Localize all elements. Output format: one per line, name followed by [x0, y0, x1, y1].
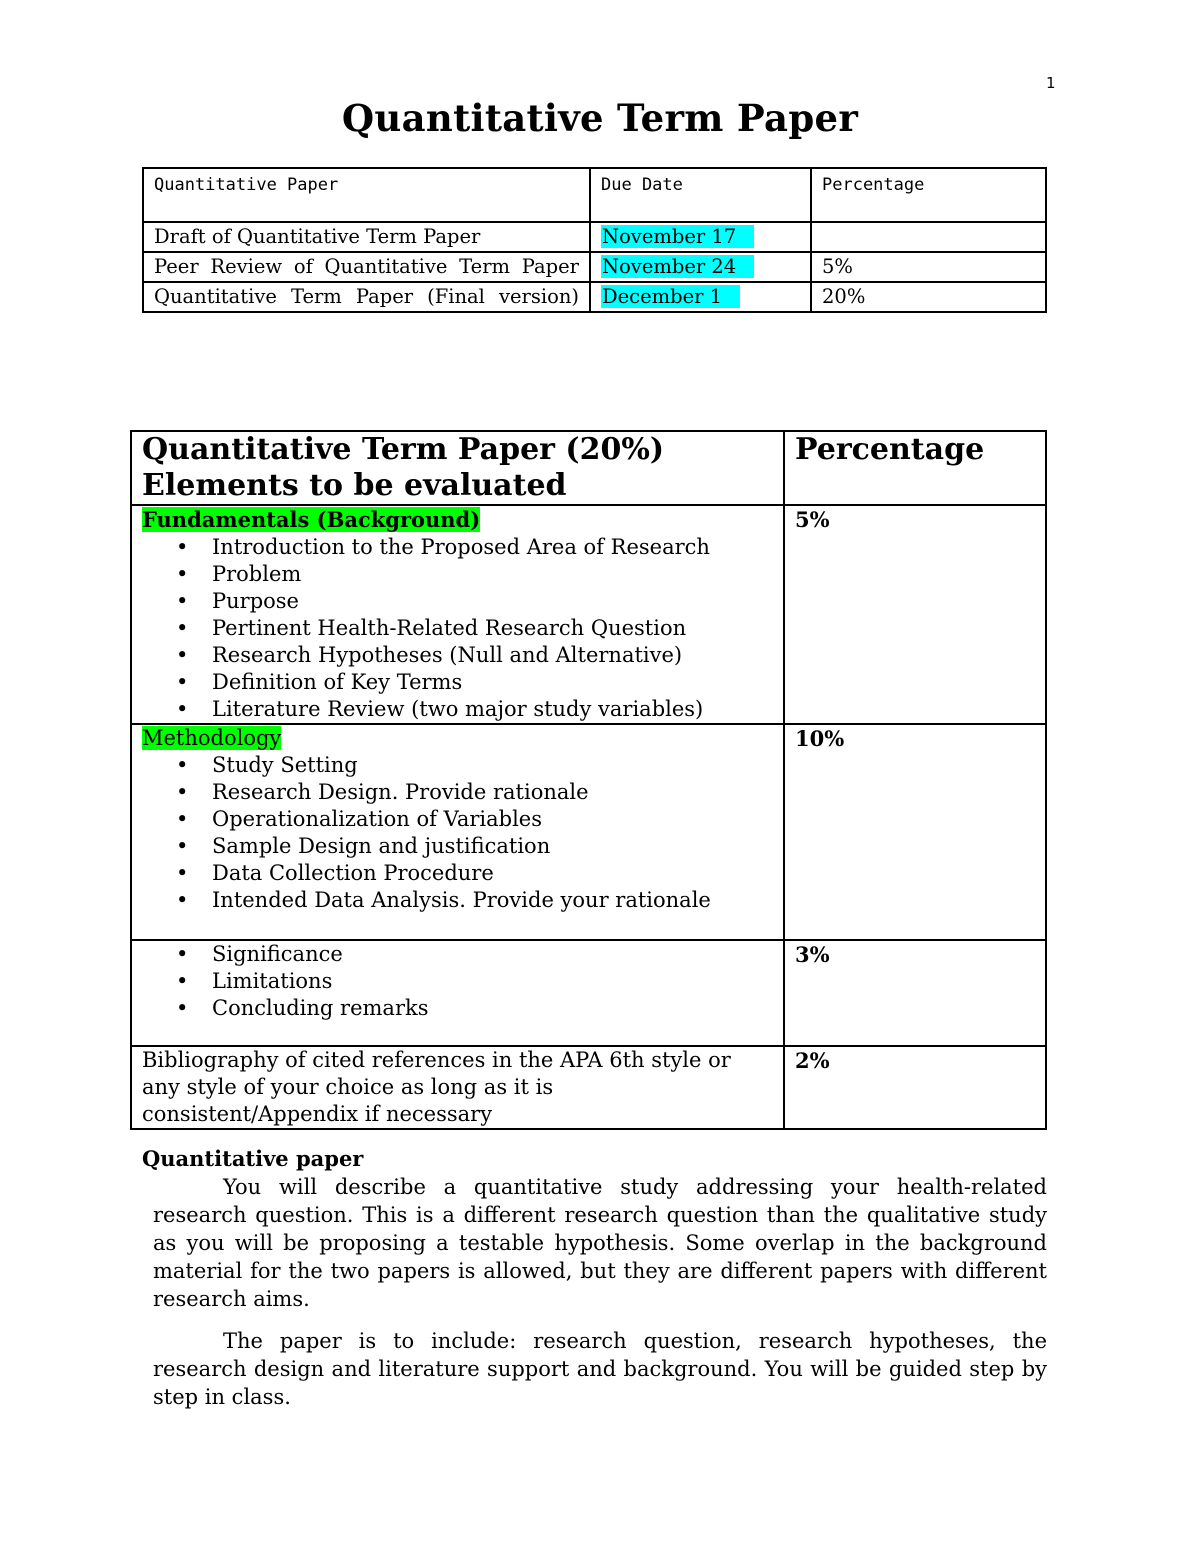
bibliography-text: Bibliography of cited references in the APA 6th style or any style of your choice as long as it is consistent/Appendix if necessary — [131, 1046, 784, 1129]
schedule-pct: 5% — [811, 252, 1046, 282]
schedule-due — [590, 252, 811, 282]
list-item: • Operationalization of Variables — [212, 806, 773, 833]
evaluation-header-title — [131, 431, 784, 505]
significance-pct: 3% — [784, 940, 1046, 1046]
schedule-table — [142, 167, 1047, 313]
evaluation-header-row — [131, 431, 1046, 505]
significance-list — [142, 941, 773, 1022]
methodology-title: Methodology — [142, 726, 282, 750]
methodology-row — [131, 724, 1046, 940]
schedule-header-due: Due Date — [590, 168, 811, 222]
list-item: • Study Setting — [212, 752, 773, 779]
paragraph-text: You will describe a quantitative study addressing your health-related research question. This is a different research question than the qualitative study as you will be proposing a testable hypothesis. Some overlap in the background material for the two papers is allowed, but they are different papers with different research aims. — [153, 1175, 1047, 1311]
list-item: • Sample Design and justification — [212, 833, 773, 860]
fundamentals-list — [142, 534, 773, 723]
document-title: Quantitative Term Paper — [341, 96, 859, 140]
paragraph — [142, 1327, 1047, 1411]
list-item: • Significance — [212, 941, 773, 968]
list-item: • Definition of Key Terms — [212, 669, 773, 696]
schedule-header-item: Quantitative Paper — [143, 168, 590, 222]
schedule-row — [143, 282, 1046, 312]
evaluation-header-line2: Elements to be evaluated — [142, 468, 567, 503]
list-item: • Limitations — [212, 968, 773, 995]
schedule-row — [143, 252, 1046, 282]
schedule-item: Peer Review of Quantitative Term Paper — [143, 252, 590, 282]
schedule-item: Draft of Quantitative Term Paper — [143, 222, 590, 252]
fundamentals-title: Fundamentals (Background) — [142, 507, 481, 532]
list-item: • Concluding remarks — [212, 995, 773, 1022]
paragraph-text: The paper is to include: research question, research hypotheses, the research design and literature support and background. You will be guided step by step in class. — [153, 1329, 1047, 1409]
body-section — [142, 1145, 1047, 1425]
fundamentals-pct: 5% — [784, 505, 1046, 724]
significance-row — [131, 940, 1046, 1046]
methodology-pct: 10% — [784, 724, 1046, 940]
list-item: • Data Collection Procedure — [212, 860, 773, 887]
list-item: • Research Hypotheses (Null and Alternative) — [212, 642, 773, 669]
schedule-due — [590, 282, 811, 312]
evaluation-table — [130, 430, 1047, 1130]
paragraph — [142, 1173, 1047, 1313]
fundamentals-row — [131, 505, 1046, 724]
list-item: • Pertinent Health-Related Research Question — [212, 615, 773, 642]
evaluation-header-pct: Percentage — [784, 431, 1046, 505]
list-item: • Intended Data Analysis. Provide your rationale — [212, 887, 773, 914]
schedule-item: Quantitative Term Paper (Final version) — [143, 282, 590, 312]
evaluation-header-line1: Quantitative Term Paper (20%) — [142, 432, 665, 467]
list-item: • Introduction to the Proposed Area of Research — [212, 534, 773, 561]
schedule-header-row — [143, 168, 1046, 222]
list-item: • Literature Review (two major study variables) — [212, 696, 773, 723]
list-item: • Research Design. Provide rationale — [212, 779, 773, 806]
schedule-due — [590, 222, 811, 252]
schedule-pct — [811, 222, 1046, 252]
page-number: 1 — [1046, 74, 1056, 92]
due-date-highlight: November 17 — [601, 225, 754, 248]
section-heading: Quantitative paper — [142, 1146, 364, 1171]
due-date-highlight: November 24 — [601, 255, 754, 278]
bibliography-pct: 2% — [784, 1046, 1046, 1129]
list-item: • Problem — [212, 561, 773, 588]
schedule-row — [143, 222, 1046, 252]
schedule-header-pct: Percentage — [811, 168, 1046, 222]
schedule-pct: 20% — [811, 282, 1046, 312]
bibliography-row — [131, 1046, 1046, 1129]
methodology-list — [142, 752, 773, 914]
list-item: • Purpose — [212, 588, 773, 615]
due-date-highlight: December 1 — [601, 285, 740, 308]
